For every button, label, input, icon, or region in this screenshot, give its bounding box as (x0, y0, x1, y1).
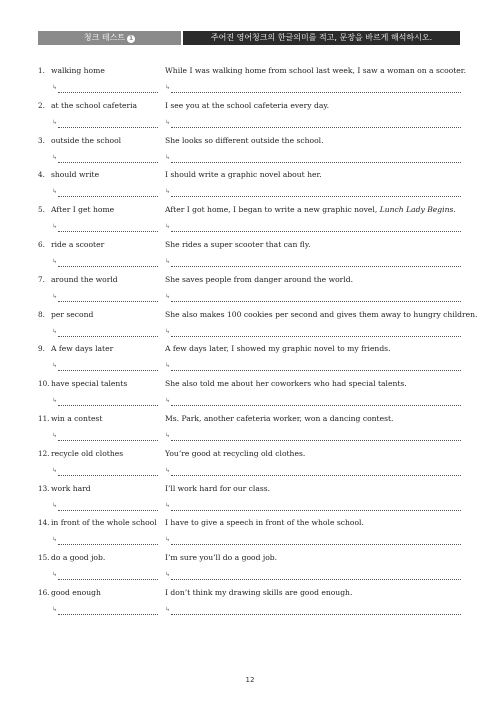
chunk-row (38, 309, 478, 321)
item-number: 10. (38, 379, 50, 389)
chunk-item (38, 239, 462, 274)
answer-row (38, 606, 462, 618)
answer-arrow-icon: ↳ (165, 327, 171, 335)
chunk-item (38, 309, 478, 344)
sentence-text: I see you at the school cafeteria every day. (165, 100, 330, 110)
sentence-text: I should write a graphic novel about her. (165, 170, 322, 180)
sentence-text: I’ll work hard for our class. (165, 483, 271, 493)
example-sentence (165, 135, 462, 147)
answer-arrow-icon: ↳ (52, 466, 58, 474)
meaning-answer-line[interactable] (58, 301, 158, 302)
item-number: 3. (38, 135, 45, 145)
meaning-answer-line[interactable] (58, 92, 158, 93)
example-sentence (165, 100, 462, 112)
sentence-text: She also makes 100 cookies per second and gives them away to hungry children. (165, 309, 478, 319)
answer-arrow-icon: ↳ (52, 327, 58, 335)
book-title: Lunch Lady Begins. (379, 205, 456, 215)
item-number: 16. (38, 587, 50, 597)
english-chunk: ride a scooter (51, 239, 105, 249)
sentence-text: After I got home, I began to write a new graphic novel, (165, 205, 378, 215)
answer-arrow-icon: ↳ (52, 605, 58, 613)
answer-arrow-icon: ↳ (165, 362, 171, 370)
example-sentence (165, 552, 462, 564)
item-number: 9. (38, 344, 45, 354)
answer-row (38, 328, 462, 340)
answer-row (38, 536, 462, 548)
meaning-answer-line[interactable] (58, 579, 158, 580)
answer-row (38, 154, 462, 166)
translation-answer-line[interactable] (171, 231, 461, 232)
example-sentence (165, 483, 462, 495)
answer-arrow-icon: ↳ (52, 292, 58, 300)
chunk-row (38, 517, 462, 529)
answer-row (38, 223, 462, 235)
meaning-answer-line[interactable] (58, 196, 158, 197)
chunk-row (38, 343, 462, 355)
chunk-item (38, 378, 462, 413)
sentence-text: I’m sure you’ll do a good job. (165, 553, 278, 563)
english-chunk: good enough (51, 587, 101, 597)
answer-arrow-icon: ↳ (52, 536, 58, 544)
sentence-text: I don’t think my drawing skills are good enough. (165, 587, 353, 597)
item-number: 12. (38, 448, 50, 458)
item-number: 13. (38, 483, 50, 493)
translation-answer-line[interactable] (171, 127, 461, 128)
sentence-text: I have to give a speech in front of the whole school. (165, 518, 364, 528)
chunk-item (38, 169, 462, 204)
meaning-answer-line[interactable] (58, 614, 158, 615)
english-chunk: A few days later (51, 344, 114, 354)
test-number-badge: 1 (129, 35, 134, 42)
chunk-item (38, 135, 462, 170)
translation-answer-line[interactable] (171, 336, 461, 337)
answer-row (38, 84, 462, 96)
answer-arrow-icon: ↳ (165, 466, 171, 474)
english-chunk: work hard (51, 483, 91, 493)
answer-arrow-icon: ↳ (52, 223, 58, 231)
meaning-answer-line[interactable] (58, 231, 158, 232)
answer-row (38, 502, 462, 514)
translation-answer-line[interactable] (171, 266, 461, 267)
answer-arrow-icon: ↳ (52, 118, 58, 126)
chunk-item (38, 343, 462, 378)
chunk-item (38, 483, 462, 518)
answer-arrow-icon: ↳ (165, 605, 171, 613)
answer-arrow-icon: ↳ (165, 397, 171, 405)
instruction-banner (183, 31, 460, 45)
chunk-row (38, 274, 462, 286)
meaning-answer-line[interactable] (58, 370, 158, 371)
sentence-text: Ms. Park, another cafeteria worker, won a dancing contest. (165, 413, 394, 423)
chunk-row (38, 65, 466, 77)
chunk-item (38, 274, 462, 309)
item-number: 1. (38, 66, 45, 75)
item-number: 15. (38, 553, 50, 563)
item-number: 2. (38, 100, 45, 110)
sentence-text: You’re good at recycling old clothes. (165, 448, 306, 458)
example-sentence (165, 204, 462, 216)
answer-arrow-icon: ↳ (165, 153, 171, 161)
english-chunk: around the world (51, 274, 118, 284)
sentence-text: She looks so different outside the school. (165, 135, 324, 145)
example-sentence (165, 448, 462, 460)
translation-answer-line[interactable] (171, 405, 461, 406)
meaning-answer-line[interactable] (58, 127, 158, 128)
item-number: 7. (38, 274, 45, 284)
answer-row (38, 293, 462, 305)
english-chunk: at the school cafeteria (51, 100, 138, 110)
answer-row (38, 362, 462, 374)
translation-answer-line[interactable] (171, 196, 461, 197)
translation-answer-line[interactable] (171, 162, 461, 163)
item-number: 11. (38, 413, 50, 423)
chunk-row (38, 204, 462, 216)
meaning-answer-line[interactable] (58, 336, 158, 337)
item-number: 4. (38, 170, 45, 180)
chunk-item (38, 413, 462, 448)
english-chunk: win a contest (51, 413, 103, 423)
meaning-answer-line[interactable] (58, 510, 158, 511)
page-number: 12 (245, 676, 255, 684)
translation-answer-line[interactable] (171, 614, 461, 615)
answer-row (38, 571, 462, 583)
example-sentence (165, 343, 462, 355)
answer-row (38, 397, 462, 409)
chunk-item (38, 65, 466, 100)
chunk-item (38, 448, 462, 483)
answer-arrow-icon: ↳ (52, 153, 58, 161)
sentence-text: She also told me about her coworkers who had special talents. (165, 379, 407, 389)
answer-arrow-icon: ↳ (165, 536, 171, 544)
answer-row (38, 432, 462, 444)
answer-arrow-icon: ↳ (165, 84, 171, 91)
chunk-item (38, 204, 462, 239)
chunk-row (38, 552, 462, 564)
answer-arrow-icon: ↳ (52, 571, 58, 579)
meaning-answer-line[interactable] (58, 266, 158, 267)
english-chunk: recycle old clothes (51, 448, 124, 458)
chunk-row (38, 100, 462, 112)
chunk-test-label: 청크 테스트 (83, 33, 126, 42)
sentence-text: She saves people from danger around the world. (165, 274, 353, 284)
translation-answer-line[interactable] (171, 510, 461, 511)
english-chunk: in front of the whole school (51, 518, 157, 528)
translation-answer-line[interactable] (171, 370, 461, 371)
meaning-answer-line[interactable] (58, 162, 158, 163)
answer-arrow-icon: ↳ (165, 431, 171, 439)
chunk-row (38, 378, 462, 390)
chunk-row (38, 448, 462, 460)
translation-answer-line[interactable] (171, 544, 461, 545)
example-sentence (165, 65, 466, 77)
translation-answer-line[interactable] (171, 92, 461, 93)
answer-arrow-icon: ↳ (52, 257, 58, 265)
translation-answer-line[interactable] (171, 301, 461, 302)
chunk-item (38, 100, 462, 135)
example-sentence (165, 587, 462, 599)
chunk-row (38, 239, 462, 251)
answer-arrow-icon: ↳ (165, 257, 171, 265)
answer-arrow-icon: ↳ (165, 501, 171, 509)
chunk-row (38, 169, 462, 181)
example-sentence (165, 517, 462, 529)
answer-row (38, 258, 462, 270)
meaning-answer-line[interactable] (58, 544, 158, 545)
answer-arrow-icon: ↳ (165, 223, 171, 231)
example-sentence (165, 378, 462, 390)
item-number: 6. (38, 239, 45, 249)
sentence-text: A few days later, I showed my graphic novel to my friends. (165, 344, 391, 354)
english-chunk: have special talents (51, 379, 128, 389)
chunk-list (38, 65, 478, 622)
answer-row (38, 467, 462, 479)
english-chunk: walking home (51, 66, 105, 75)
answer-row (38, 188, 462, 200)
answer-arrow-icon: ↳ (52, 431, 58, 439)
meaning-answer-line[interactable] (58, 475, 158, 476)
chunk-row (38, 413, 462, 425)
example-sentence (165, 169, 462, 181)
translation-answer-line[interactable] (171, 440, 461, 441)
answer-arrow-icon: ↳ (52, 84, 58, 91)
english-chunk: outside the school (51, 135, 122, 145)
item-number: 8. (38, 309, 45, 319)
example-sentence (165, 309, 478, 321)
sentence-text: While I was walking home from school last week, I saw a woman on a scooter. (165, 66, 466, 75)
chunk-item (38, 552, 462, 587)
meaning-answer-line[interactable] (58, 440, 158, 441)
instruction-text: 주어진 영어청크의 한글의미를 적고, 문장을 바르게 해석하시오. (210, 33, 433, 42)
example-sentence (165, 239, 462, 251)
answer-arrow-icon: ↳ (165, 188, 171, 196)
answer-arrow-icon: ↳ (165, 571, 171, 579)
answer-row (38, 119, 462, 131)
english-chunk: per second (51, 309, 94, 319)
answer-arrow-icon: ↳ (52, 188, 58, 196)
chunk-test-tab (38, 31, 181, 45)
example-sentence (165, 413, 462, 425)
example-sentence (165, 274, 462, 286)
english-chunk: After I get home (51, 205, 115, 215)
chunk-item (38, 517, 462, 552)
chunk-row (38, 587, 462, 599)
sentence-text: She rides a super scooter that can fly. (165, 239, 311, 249)
answer-arrow-icon: ↳ (165, 292, 171, 300)
chunk-row (38, 135, 462, 147)
translation-answer-line[interactable] (171, 475, 461, 476)
english-chunk: do a good job. (51, 553, 106, 563)
answer-arrow-icon: ↳ (165, 118, 171, 126)
translation-answer-line[interactable] (171, 579, 461, 580)
answer-arrow-icon: ↳ (52, 501, 58, 509)
item-number: 14. (38, 518, 50, 528)
english-chunk: should write (51, 170, 100, 180)
answer-arrow-icon: ↳ (52, 397, 58, 405)
item-number: 5. (38, 205, 45, 215)
meaning-answer-line[interactable] (58, 405, 158, 406)
chunk-item (38, 587, 462, 622)
chunk-row (38, 483, 462, 495)
header-bar (38, 31, 460, 45)
answer-arrow-icon: ↳ (52, 362, 58, 370)
